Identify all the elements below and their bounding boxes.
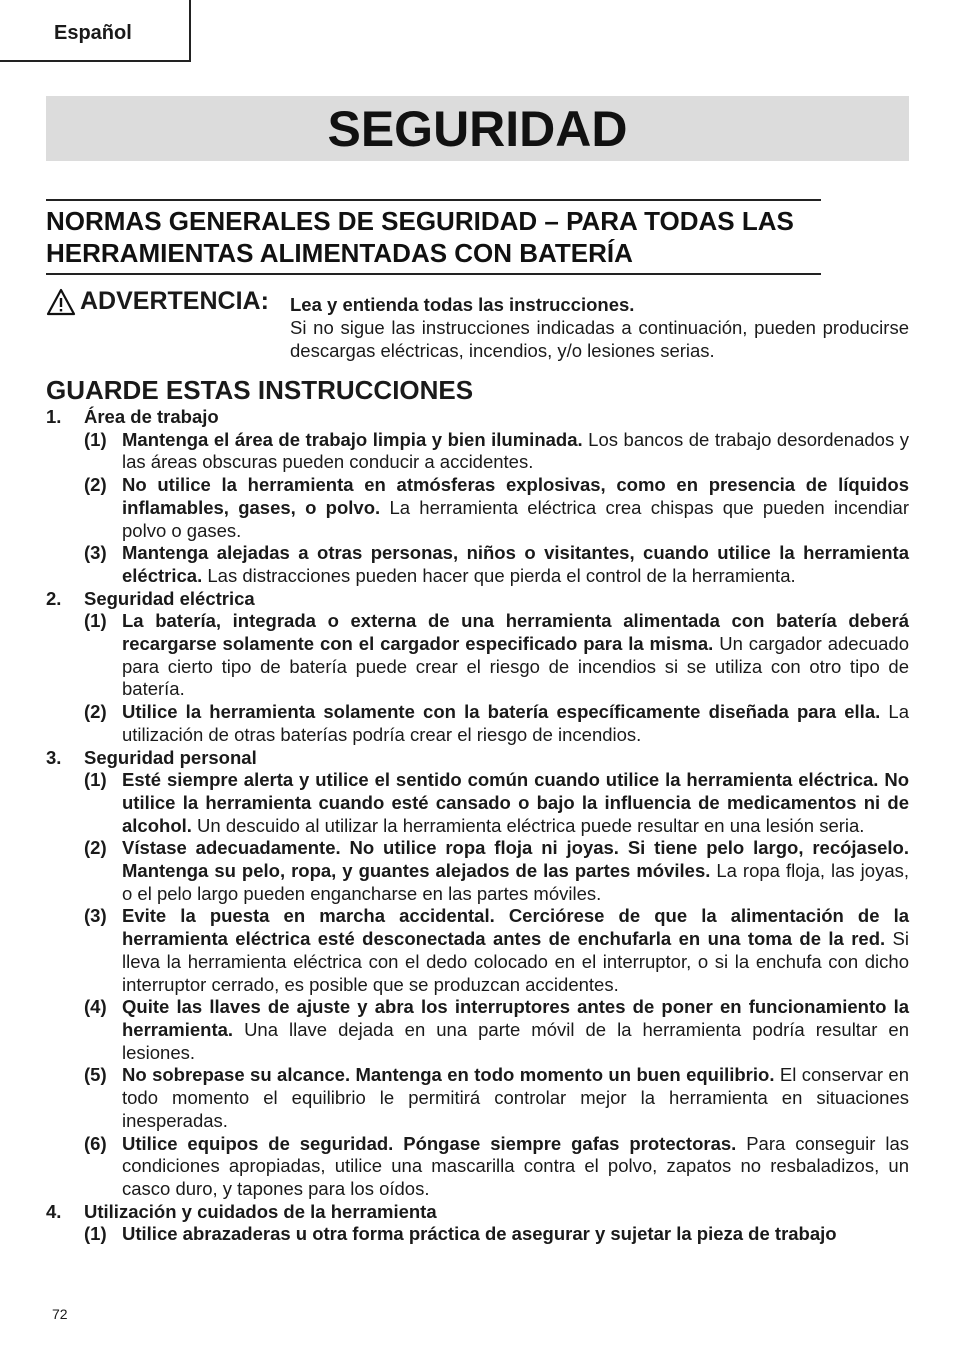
language-label: Español xyxy=(54,22,132,44)
list-item xyxy=(46,996,909,1064)
section-title-text: Seguridad personal xyxy=(84,746,257,768)
warning-text xyxy=(290,293,909,362)
item-body-text: Una llave dejada en una parte móvil de la herramienta podría resultar en lesiones. xyxy=(122,1018,909,1063)
list-item xyxy=(46,610,909,701)
section-number: 4. xyxy=(46,1200,62,1222)
title-banner xyxy=(46,96,909,161)
item-text xyxy=(122,769,909,837)
section-title-text: Área de trabajo xyxy=(84,406,219,427)
item-text xyxy=(122,429,909,474)
item-text xyxy=(122,1064,909,1132)
list-item xyxy=(46,905,909,996)
section-title-line1: NORMAS GENERALES DE SEGURIDAD – PARA TODAS LAS xyxy=(46,206,794,236)
item-body-text: La utilización de otras baterías podría crear el riesgo de incendios. xyxy=(122,701,909,745)
item-bold-text: Utilice la herramienta solamente con la batería específicamente diseñada para ella. xyxy=(122,701,881,723)
save-instructions-heading: GUARDE ESTAS INSTRUCCIONES xyxy=(46,375,474,405)
item-body-text: Los bancos de trabajo desordenados y las áreas obscuras pueden conducir a accidentes. xyxy=(122,428,909,473)
item-bold-text: No sobrepase su alcance. Mantenga en todo momento un buen equilibrio. xyxy=(122,1064,775,1086)
warning-triangle-icon xyxy=(46,288,76,316)
item-text xyxy=(122,474,909,542)
section-heading xyxy=(46,1201,909,1224)
item-number: (2) xyxy=(84,474,107,496)
list-item xyxy=(46,1064,909,1132)
section-number: 2. xyxy=(46,587,62,609)
item-body-text: Un descuido al utilizar la herramienta eléctrica puede resultar en una lesión seria. xyxy=(191,814,865,836)
item-body-text: Para conseguir las condiciones apropiadas, utilice una mascarilla contra el polvo, zapatos no resbaladizos, un casco duro, y tapones para los oídos. xyxy=(122,1132,909,1199)
page-number: 72 xyxy=(52,1306,68,1322)
section-heading xyxy=(46,588,909,611)
item-bold-text: La batería, integrada o externa de una herramienta alimentada con batería deberá recargarse solamente con el cargador especificado para la misma. xyxy=(122,610,909,655)
item-number: (2) xyxy=(84,837,107,859)
list-item xyxy=(46,701,909,746)
item-body-text: Si lleva la herramienta eléctrica con el dedo colocado en el interruptor, o si la enchufa con dicho interruptor cerrado, es posible que se produzcan accidentes. xyxy=(122,928,909,995)
item-bold-text: Utilice equipos de seguridad. Póngase siempre gafas protectoras. xyxy=(122,1132,737,1154)
list-item xyxy=(46,1223,909,1246)
page-title: SEGURIDAD xyxy=(327,100,628,157)
list-item xyxy=(46,837,909,905)
item-number: (1) xyxy=(84,610,107,632)
item-number: (2) xyxy=(84,701,107,723)
top-rule xyxy=(46,199,821,201)
item-text xyxy=(122,996,909,1064)
item-body-text: Un cargador adecuado para cierto tipo de batería puede crear el riesgo de incendios si se utiliza con otro tipo de batería. xyxy=(122,633,909,700)
list-item xyxy=(46,429,909,474)
section-title-line2: HERRAMIENTAS ALIMENTADAS CON BATERÍA xyxy=(46,238,633,268)
item-bold-text: Mantenga el área de trabajo limpia y bien iluminada. xyxy=(122,428,583,450)
warning-bold-text: Lea y entienda todas las instrucciones. xyxy=(290,294,635,315)
item-text xyxy=(122,837,909,905)
item-bold-text: No utilice la herramienta en atmósferas explosivas, como en presencia de líquidos inflamables, gases, o polvo. xyxy=(122,474,909,518)
item-number: (3) xyxy=(84,542,107,564)
item-text xyxy=(122,1133,909,1201)
item-number: (5) xyxy=(84,1064,107,1086)
section-heading xyxy=(46,747,909,770)
warning-body-text: Si no sigue las instrucciones indicadas a continuación, pueden producirse descargas eléctricas, incendios, y/o lesiones serias. xyxy=(290,317,909,361)
item-number: (1) xyxy=(84,769,107,791)
item-bold-text: Vístase adecuadamente. No utilice ropa floja ni joyas. Si tiene pelo largo, recójaselo. Mantenga su pelo, ropa, y guantes alejados de las partes móviles. xyxy=(122,837,909,882)
item-bold-text: Mantenga alejadas a otras personas, niños o visitantes, cuando utilice la herramienta eléctrica. xyxy=(122,542,909,586)
section-title xyxy=(46,205,846,269)
bottom-rule xyxy=(46,273,821,275)
language-tab xyxy=(0,0,191,62)
item-bold-text: Evite la puesta en marcha accidental. Cerciórese de que la alimentación de la herramienta eléctrica esté desconectada antes de enchufarla en una toma de la red. xyxy=(122,905,909,950)
item-body-text: La ropa floja, las joyas, o el pelo largo pueden engancharse en las partes móviles. xyxy=(122,860,909,904)
item-text xyxy=(122,905,909,996)
section-number: 1. xyxy=(46,406,62,427)
instructions-list xyxy=(46,406,909,1246)
section-title-text: Utilización y cuidados de la herramienta xyxy=(84,1200,437,1222)
item-number: (6) xyxy=(84,1132,107,1154)
item-number: (4) xyxy=(84,996,107,1018)
item-body-text: Las distracciones pueden hacer que pierda el control de la herramienta. xyxy=(202,564,796,586)
item-body-text: La herramienta eléctrica crea chispas que pueden incendiar polvo o gases. xyxy=(122,496,909,541)
item-bold-text: Esté siempre alerta y utilice el sentido común cuando utilice la herramienta eléctrica. No utilice la herramienta cuando esté cansado o bajo la influencia de medicamentos ni de alcohol. xyxy=(122,769,909,836)
section-number: 3. xyxy=(46,746,62,768)
list-item xyxy=(46,1133,909,1201)
item-number: (3) xyxy=(84,905,107,927)
item-bold-text: Utilice abrazaderas u otra forma práctica de asegurar y sujetar la pieza de trabajo xyxy=(122,1223,837,1245)
item-text xyxy=(122,542,909,587)
list-item xyxy=(46,769,909,837)
item-text xyxy=(122,610,909,701)
list-item xyxy=(46,474,909,542)
warning-label: ADVERTENCIA: xyxy=(80,287,269,315)
item-number: (1) xyxy=(84,428,107,450)
list-item xyxy=(46,542,909,587)
section-title-text: Seguridad eléctrica xyxy=(84,587,255,609)
item-number: (1) xyxy=(84,1223,107,1245)
section-heading xyxy=(46,406,909,429)
item-text xyxy=(122,1223,909,1246)
warning-heading xyxy=(46,287,269,316)
item-bold-text: Quite las llaves de ajuste y abra los interruptores antes de poner en funcionamiento la herramienta. xyxy=(122,996,909,1040)
item-body-text: El conservar en todo momento el equilibrio le permitirá controlar mejor la herramienta en situaciones inesperadas. xyxy=(122,1064,909,1131)
item-text xyxy=(122,701,909,746)
